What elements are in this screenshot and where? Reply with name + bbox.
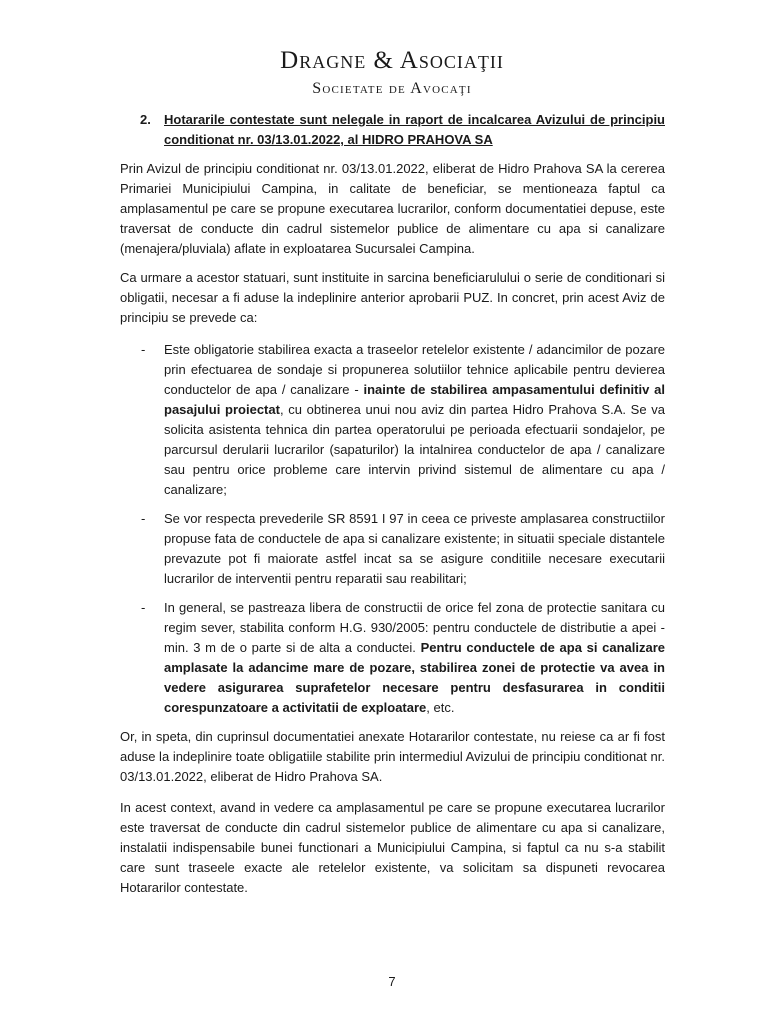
page-number: 7 bbox=[388, 974, 396, 989]
list-dash: - bbox=[141, 342, 146, 357]
paragraph: In acest context, avand in vedere ca amplasamentul pe care se propune executarea lucrarilor este traversat de conducte din cadrul sistemelor publice de alimentare cu apa si canalizare, instalatii indispensabile bunei functionari a Municipiului Campina, si faptul ca nu s-a stabilit care sunt traseele exacte ale retelelor existente, va solicitam sa dispuneti revocarea Hotararilor contestate. bbox=[120, 800, 665, 895]
list-dash: - bbox=[141, 600, 146, 615]
section-number: 2. bbox=[140, 112, 151, 127]
list-item bbox=[120, 509, 665, 589]
section-heading bbox=[120, 110, 665, 150]
paragraph: Or, in speta, din cuprinsul documentatiei anexate Hotararilor contestate, nu reiese ca ar fi fost aduse la indeplinire toate obligatiile stabilite prin intermediul Avizului de principiu conditionat nr. 03/13.01.2022, eliberat de Hidro Prahova SA. bbox=[120, 729, 665, 784]
list-item bbox=[120, 340, 665, 500]
emphasis-text: Pentru conductele de apa si canalizare amplasate la adancime mare de pozare, stabilirea zonei de protectie va avea in vedere asigurarea suprafetelor necesare pentru desfasurarea in conditii corespunzatoare a activitatii de exploatare bbox=[164, 640, 665, 715]
section-title: Hotararile contestate sunt nelegale in raport de incalcarea Avizului de principiu conditionat nr. 03/13.01.2022, al HIDRO PRAHOVA SA bbox=[164, 112, 665, 147]
paragraph: Ca urmare a acestor statuari, sunt instituite in sarcina beneficiarulului o serie de conditionari si obligatii, necesar a fi aduse la indeplinire anterior aprobarii PUZ. In concret, prin acest Aviz de principiu se prevede ca: bbox=[120, 270, 665, 325]
paragraph: Prin Avizul de principiu conditionat nr. 03/13.01.2022, eliberat de Hidro Prahova SA la cererea Primariei Municipiului Campina, in calitate de beneficiar, se mentioneaza faptul ca amplasamentul pe care se propune executarea lucrarilor, conform documentatiei depuse, este traversat de conducte din cadrul sistemelor publice de alimentare cu apa si canalizare (menajera/pluviala) aflate in exploatarea Sucursalei Campina. bbox=[120, 161, 665, 256]
list-item-text: Este obligatorie stabilirea exacta a traseelor retelelor existente / adancimilor de pozare prin efectuarea de sondaje si propunerea solutiilor tehnice aplicabile pentru devierea conductelor de apa / canalizare - inainte de stabilirea ampasamentului definitiv al pasajului proiectat, cu obtinerea unui nou aviz din partea Hidro Prahova S.A. Se va solicita asistenta tehnica din partea operatorului pe perioada efectuarii sondajelor, pe parcursul derularii lucrarilor (sapaturilor) la intalnirea conductelor de apa / canalizare sau pentru orice probleme care intervin privind sistemul de alimentare cu apa / canalizare; bbox=[164, 342, 665, 497]
list-dash: - bbox=[141, 511, 146, 526]
emphasis-text: inainte de stabilirea ampasamentului definitiv al pasajului proiectat bbox=[164, 382, 665, 417]
list-item-text: In general, se pastreaza libera de constructii de orice fel zona de protectie sanitara cu regim sever, stabilita conform H.G. 930/2005: pentru conductele de distributie a apei - min. 3 m de o parte si de alta a conductei. Pentru conductele de apa si canalizare amplasate la adancime mare de pozare, stabilirea zonei de protectie va avea in vedere asigurarea suprafetelor necesare pentru desfasurarea in conditii corespunzatoare a activitatii de exploatare, etc. bbox=[164, 600, 665, 715]
list-item-text: Se vor respecta prevederile SR 8591 I 97 in ceea ce priveste amplasarea constructiilor propuse fata de conductele de apa si canalizare existente; in situatii speciale distantele prevazute pot fi maiorate astfel incat sa se asigure conditiile necesare executarii lucrarilor de interventii pentru reparatii sau reabilitari; bbox=[164, 511, 665, 586]
firm-tagline: Societate de Avocaţi bbox=[312, 80, 472, 97]
firm-name: Dragne & Asociaţii bbox=[280, 47, 504, 74]
list-item bbox=[120, 598, 665, 718]
